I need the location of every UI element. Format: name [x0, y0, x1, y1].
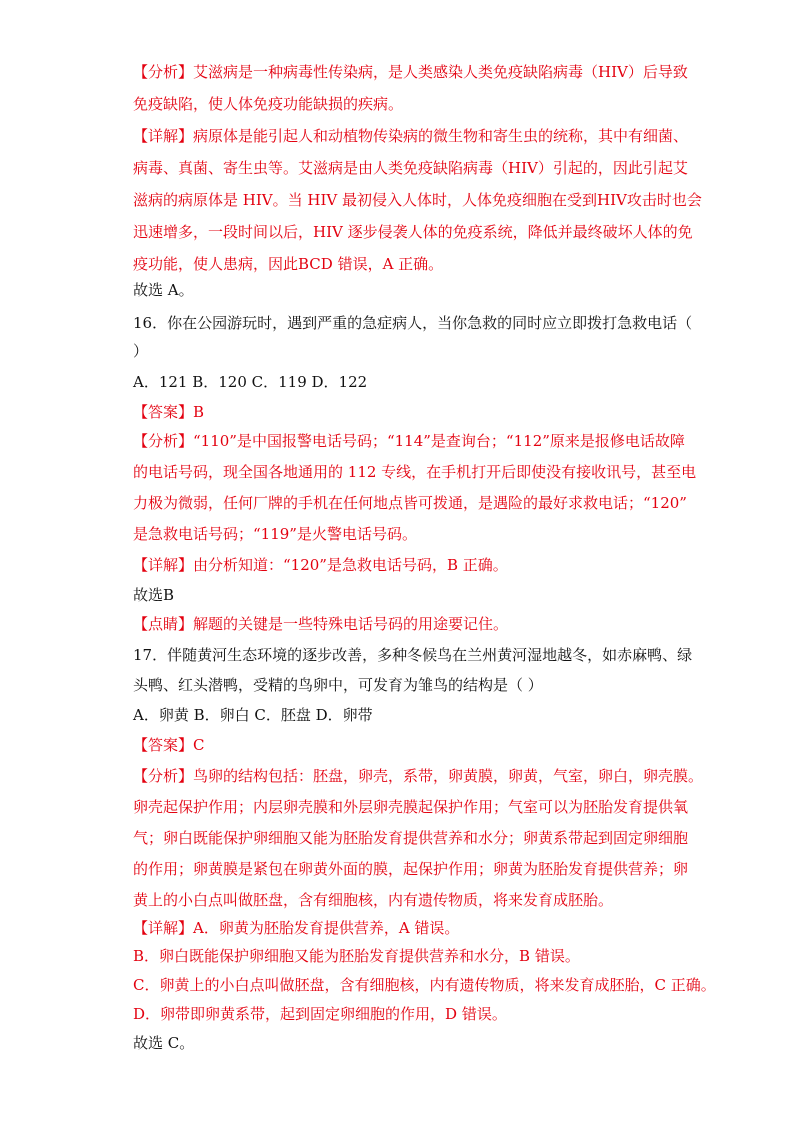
explanation-aids-line-2: 病毒、真菌、寄生虫等。艾滋病是由人类免疫缺陷病毒（HIV）引起的，因此引起艾 — [133, 159, 688, 177]
q17-analysis-line-1: 【分析】鸟卵的结构包括：胚盘，卵壳，系带，卵黄膜，卵黄，气室，卵白，卵壳膜。 — [133, 767, 704, 785]
explanation-aids-line-1: 【详解】病原体是能引起人和动植物传染病的微生物和寄生虫的统称，其中有细菌、 — [133, 127, 689, 145]
q17-explanation-d: D．卵带即卵黄系带，起到固定卵细胞的作用，D 错误。 — [133, 1005, 507, 1023]
q16-explanation: 【详解】由分析知道：“120”是急救电话号码，B 正确。 — [133, 556, 508, 574]
q16-answer: 【答案】B — [133, 403, 205, 421]
q16-analysis-line-4: 是急救电话号码；“119”是火警电话号码。 — [133, 525, 417, 543]
q15-choice-line: 故选 A。 — [133, 281, 194, 299]
q17-options: A．卵黄 B．卵白 C．胚盘 D．卵带 — [133, 706, 373, 724]
q17-explanation-b: B．卵白既能保护卵细胞又能为胚胎发育提供营养和水分，B 错误。 — [133, 947, 580, 965]
q16-analysis-line-2: 的电话号码，现全国各地通用的 112 专线，在手机打开后即使没有接收讯号，甚至电 — [133, 463, 697, 481]
q17-analysis-line-4: 的作用；卵黄膜是紧包在卵黄外面的膜，起保护作用；卵黄为胚胎发育提供营养；卵 — [133, 860, 689, 878]
q17-analysis-line-2: 卵壳起保护作用；内层卵壳膜和外层卵壳膜起保护作用；气室可以为胚胎发育提供氧 — [133, 798, 689, 816]
q16-analysis-line-3: 力极为微弱，任何厂牌的手机在任何地点皆可拨通，是遇险的最好求救电话；“120” — [133, 494, 687, 512]
q16-stem-line-2: ） — [133, 342, 149, 360]
q17-answer: 【答案】C — [133, 736, 205, 754]
q16-key-point: 【点睛】解题的关键是一些特殊电话号码的用途要记住。 — [133, 615, 509, 633]
q16-options: A．121 B．120 C．119 D．122 — [133, 373, 368, 391]
analysis-aids-line-1: 【分析】艾滋病是一种病毒性传染病，是人类感染人类免疫缺陷病毒（HIV）后导致 — [133, 63, 688, 81]
q16-analysis-line-1: 【分析】“110”是中国报警电话号码；“114”是查询台；“112”原来是报修电话故障 — [133, 432, 685, 450]
q17-explanation-a: 【详解】A．卵黄为胚胎发育提供营养，A 错误。 — [133, 919, 460, 937]
q17-stem-line-1: 17．伴随黄河生态环境的逐步改善，多种冬候鸟在兰州黄河湿地越冬，如赤麻鸭、绿 — [133, 646, 693, 664]
analysis-aids-line-2: 免疫缺陷，使人体免疫功能缺损的疾病。 — [133, 95, 404, 113]
q17-stem-line-2: 头鸭、红头潜鸭，受精的鸟卵中，可发育为雏鸟的结构是（ ） — [133, 676, 543, 694]
explanation-aids-line-4: 迅速增多，一段时间以后，HIV 逐步侵袭人体的免疫系统，降低并最终破坏人体的免 — [133, 223, 693, 241]
q17-explanation-c: C．卵黄上的小白点叫做胚盘，含有细胞核，内有遗传物质，将来发育成胚胎，C 正确。 — [133, 976, 716, 994]
explanation-aids-line-5: 疫功能，使人患病，因此BCD 错误，A 正确。 — [133, 255, 444, 273]
q17-choice-line: 故选 C。 — [133, 1034, 195, 1052]
q17-analysis-line-5: 黄上的小白点叫做胚盘，含有细胞核，内有遗传物质，将来发育成胚胎。 — [133, 891, 614, 909]
explanation-aids-line-3: 滋病的病原体是 HIV。当 HIV 最初侵入人体时，人体免疫细胞在受到HIV攻击时也会 — [133, 191, 702, 209]
q17-analysis-line-3: 气；卵白既能保护卵细胞又能为胚胎发育提供营养和水分；卵黄系带起到固定卵细胞 — [133, 829, 689, 847]
q16-choice-line: 故选B — [133, 586, 175, 604]
q16-stem-line-1: 16．你在公园游玩时，遇到严重的急症病人，当你急救的同时应立即拨打急救电话（ — [133, 314, 693, 332]
